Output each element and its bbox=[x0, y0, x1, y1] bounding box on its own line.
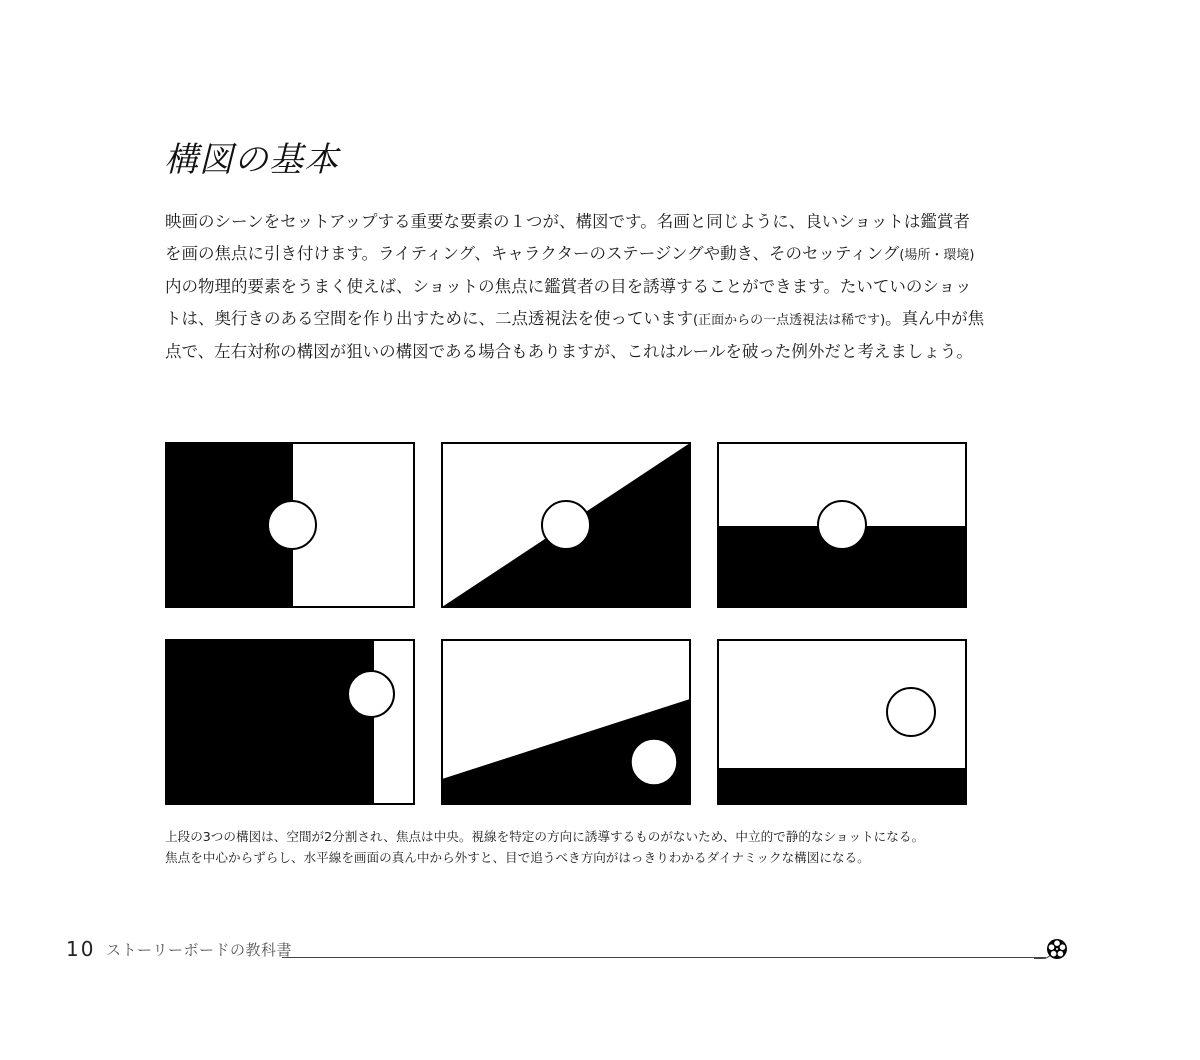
page-footer bbox=[66, 935, 1076, 965]
composition-diagram-low-horizon bbox=[717, 639, 967, 805]
focal-point-circle bbox=[348, 671, 394, 717]
page-number: 10 bbox=[66, 937, 96, 961]
body-paragraph bbox=[165, 206, 985, 368]
composition-diagram-offset-vertical bbox=[165, 639, 415, 805]
offset-diagonal-illustration bbox=[441, 639, 691, 805]
figure-caption bbox=[165, 826, 995, 868]
caption-line-1: 上段の3つの構図は、空間が2分割され、焦点は中央。視線を特定の方向に誘導するものがないため、中立的で静的なショットになる。 bbox=[165, 829, 925, 844]
book-title: ストーリーボードの教科書 bbox=[106, 941, 293, 959]
horizontal-split-illustration bbox=[717, 442, 967, 608]
page-title: 構図の基本 bbox=[164, 140, 339, 180]
composition-diagram-horizontal-split bbox=[717, 442, 967, 608]
body-note-perspective: (正面からの一点透視法は稀です) bbox=[693, 312, 886, 328]
film-reel-icon bbox=[1046, 938, 1068, 960]
body-text-part-2: 内の物理的要素をうまく使えば、ショットの焦点に鑑賞者の目を誘導することができます。たいていのショットは、奥行きのある空間を作り出すために、二点透視法を使っています bbox=[165, 277, 972, 328]
composition-diagram-offset-diagonal bbox=[441, 639, 691, 805]
low-horizon-illustration bbox=[717, 639, 967, 805]
body-note-setting: (場所・環境) bbox=[899, 247, 975, 263]
body-text-part-1: 映画のシーンをセットアップする重要な要素の１つが、構図です。名画と同じように、良いショットは鑑賞者を画の焦点に引き付けます。ライティング、キャラクターのステージングや動き、そのセッティング bbox=[165, 212, 970, 263]
body-text-part-3: 。真ん中が焦点で、左右対称の構図が狙いの構図である場合もありますが、これはルールを破った例外だと考えましょう。 bbox=[165, 308, 985, 361]
focal-point-circle bbox=[542, 501, 590, 549]
focal-point-circle bbox=[268, 501, 316, 549]
caption-line-2: 焦点を中心からずらし、水平線を画面の真ん中から外すと、目で追うべき方向がはっきりわかるダイナミックな構図になる。 bbox=[165, 850, 870, 865]
diagonal-split-illustration bbox=[441, 442, 691, 608]
composition-diagram-diagonal-split bbox=[441, 442, 691, 608]
footer-rule bbox=[282, 957, 1046, 958]
focal-point-circle bbox=[887, 688, 935, 736]
composition-diagram-vertical-split bbox=[165, 442, 415, 608]
focal-point-circle bbox=[818, 501, 866, 549]
offset-vertical-illustration bbox=[165, 639, 415, 805]
vertical-split-illustration bbox=[165, 442, 415, 608]
focal-point-circle bbox=[631, 739, 677, 785]
